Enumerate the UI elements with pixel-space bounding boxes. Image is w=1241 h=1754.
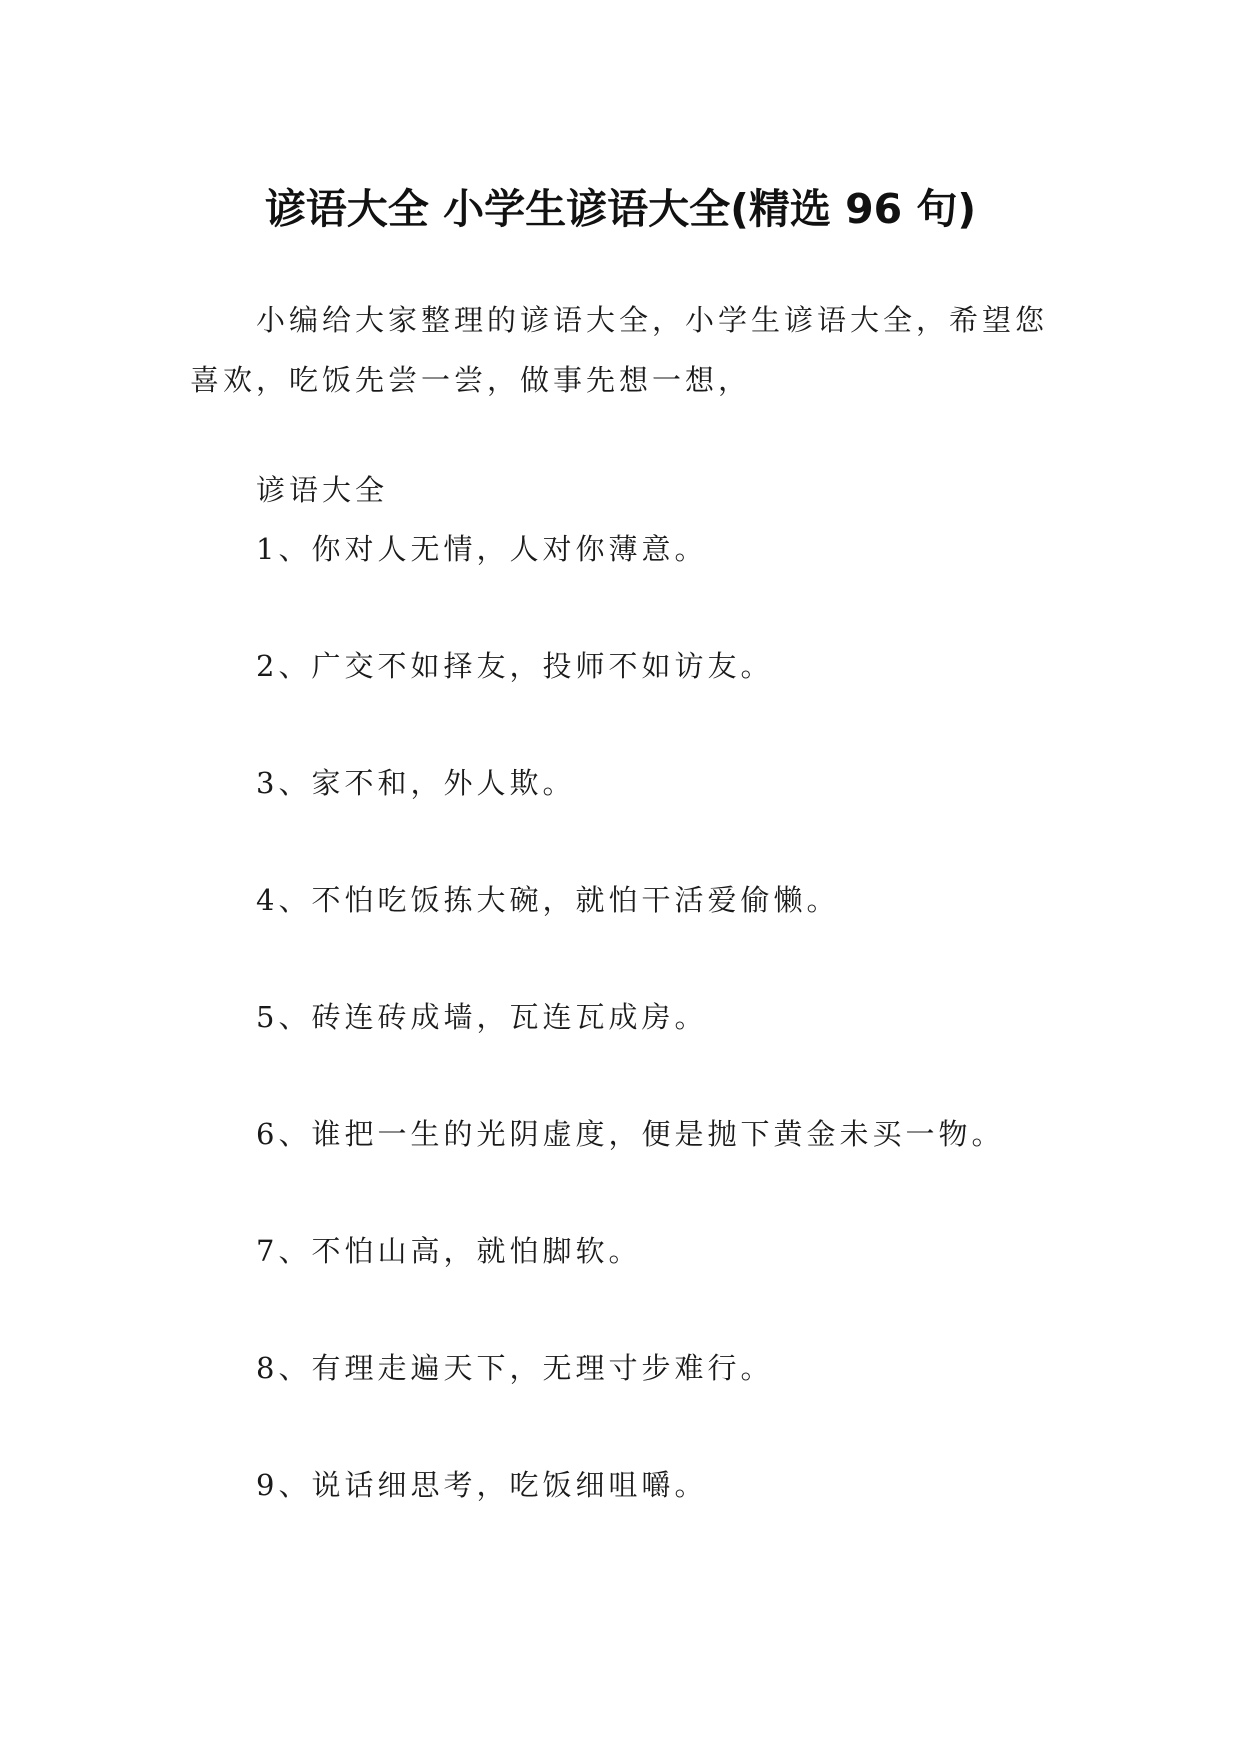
proverb-item: 9、说话细思考，吃饭细咀嚼。 [256, 1468, 708, 1502]
proverb-item: 8、有理走遍天下，无理寸步难行。 [256, 1351, 774, 1385]
section-heading: 谚语大全 [256, 473, 389, 507]
page-title: 谚语大全 小学生谚语大全(精选 96 句) [264, 185, 977, 234]
proverb-item: 3、家不和，外人欺。 [256, 766, 576, 800]
proverb-item: 5、砖连砖成墙，瓦连瓦成房。 [256, 1000, 708, 1034]
proverb-item: 7、不怕山高，就怕脚软。 [256, 1234, 642, 1268]
proverb-item: 2、广交不如择友，投师不如访友。 [256, 649, 774, 683]
proverb-item: 1、你对人无情，人对你薄意。 [256, 532, 708, 566]
proverb-item: 4、不怕吃饭拣大碗，就怕干活爱偷懒。 [256, 883, 840, 917]
proverb-item: 6、谁把一生的光阴虚度，便是抛下黄金未买一物。 [256, 1117, 1005, 1151]
intro-paragraph: 小编给大家整理的谚语大全，小学生谚语大全，希望您喜欢，吃饭先尝一尝，做事先想一想， [190, 303, 1049, 397]
